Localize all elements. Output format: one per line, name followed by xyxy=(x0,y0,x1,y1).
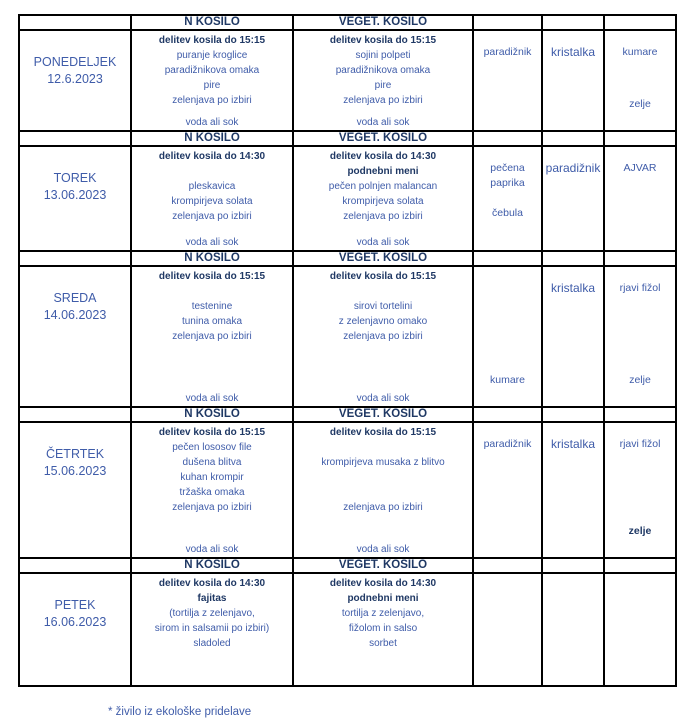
header-row-monday xyxy=(19,15,676,30)
menu-cell-veget-wednesday xyxy=(293,266,473,407)
menu-item: zelenjava po izbiri xyxy=(343,331,423,342)
menu-item: sirom in salsamii po izbiri) xyxy=(154,623,270,634)
empty-header-cell xyxy=(473,131,542,146)
day-cell-tuesday xyxy=(19,146,131,251)
menu-item: tortilja z zelenjavo, xyxy=(341,608,425,619)
weekly-menu-table xyxy=(18,14,677,687)
drink-item: voda ali sok xyxy=(185,544,239,555)
col-header-n-kosilo: N KOSILO xyxy=(131,15,293,30)
spacer xyxy=(294,108,472,115)
side-cell-b-wednesday xyxy=(542,266,604,407)
side-item: kristalka xyxy=(550,281,595,295)
empty-header-cell xyxy=(542,558,604,573)
menu-item: dušena blitva xyxy=(182,457,242,468)
drink-item: voda ali sok xyxy=(185,117,239,128)
drink-item: voda ali sok xyxy=(185,393,239,404)
side-item: paprika xyxy=(490,177,525,189)
empty-header-cell xyxy=(604,558,676,573)
empty-header-cell xyxy=(542,131,604,146)
menu-item: zelenjava po izbiri xyxy=(343,502,423,513)
menu-item: pire xyxy=(374,80,392,91)
day-date: 14.06.2023 xyxy=(43,308,107,322)
menu-item: pire xyxy=(203,80,221,91)
side-item: zelje xyxy=(629,374,651,386)
empty-header-cell xyxy=(604,131,676,146)
col-header-veget-kosilo: VEGET. KOSILO xyxy=(293,15,473,30)
menu-cell-veget-thursday xyxy=(293,422,473,558)
day-date: 16.06.2023 xyxy=(43,615,107,629)
body-row-tuesday xyxy=(19,146,676,251)
body-row-friday xyxy=(19,573,676,686)
side-item: rjavi fižol xyxy=(619,438,661,450)
side-cell-b-tuesday xyxy=(542,146,604,251)
day-label xyxy=(20,267,130,324)
side-item: paradižnik xyxy=(483,46,532,58)
day-cell-wednesday xyxy=(19,266,131,407)
header-row-thursday xyxy=(19,407,676,422)
menu-item: puranje kroglice xyxy=(176,50,248,61)
menu-item: tunina omaka xyxy=(181,316,243,327)
spacer xyxy=(476,281,539,373)
menu-item: zelenjava po izbiri xyxy=(172,95,252,106)
menu-item: zelenjava po izbiri xyxy=(172,331,252,342)
side-cell-b-monday xyxy=(542,30,604,131)
menu-cell-n-friday xyxy=(131,573,293,686)
side-item: čebula xyxy=(492,207,523,219)
body-row-thursday xyxy=(19,422,676,558)
spacer xyxy=(294,344,472,391)
side-cell-c-wednesday xyxy=(604,266,676,407)
menu-item: zelenjava po izbiri xyxy=(172,502,252,513)
eco-footnote: * živilo iz ekološke pridelave xyxy=(108,706,252,718)
spacer xyxy=(476,452,539,539)
serving-time: delitev kosila do 14:30 xyxy=(158,151,266,162)
empty-header-cell xyxy=(542,407,604,422)
menu-item: testenine xyxy=(191,301,233,312)
col-header-veget-kosilo: VEGET. KOSILO xyxy=(293,131,473,146)
menu-item xyxy=(294,440,472,455)
side-item: kumare xyxy=(489,374,525,386)
side-item: zelje xyxy=(628,525,652,537)
side-item: pečena xyxy=(490,162,525,174)
spacer xyxy=(545,452,601,539)
side-item: paradižnik xyxy=(483,438,532,450)
menu-item: pleskavica xyxy=(188,181,236,192)
side-item: zelje xyxy=(629,98,651,110)
drink-item: voda ali sok xyxy=(185,237,239,248)
spacer xyxy=(132,515,292,542)
menu-cell-n-wednesday xyxy=(131,266,293,407)
side-cell-c-friday xyxy=(604,573,676,686)
side-cell-c-thursday xyxy=(604,422,676,558)
menu-item: kuhan krompir xyxy=(180,472,244,483)
col-header-n-kosilo: N KOSILO xyxy=(131,407,293,422)
menu-cell-n-thursday xyxy=(131,422,293,558)
side-item: kumare xyxy=(622,46,658,58)
body-row-monday xyxy=(19,30,676,131)
day-name: PONEDELJEK xyxy=(33,55,117,69)
corner-cell xyxy=(19,15,131,30)
serving-time: delitev kosila do 15:15 xyxy=(329,427,437,438)
menu-cell-n-tuesday xyxy=(131,146,293,251)
menu-item: krompirjeva solata xyxy=(171,196,253,207)
header-row-wednesday xyxy=(19,251,676,266)
drink-item: voda ali sok xyxy=(356,544,410,555)
side-cell-c-tuesday xyxy=(604,146,676,251)
spacer xyxy=(545,296,601,388)
menu-item: z zelenjavno omako xyxy=(338,316,428,327)
menu-item: (tortilja z zelenjavo, xyxy=(169,608,255,619)
spacer xyxy=(607,60,673,97)
menu-item xyxy=(132,284,292,299)
col-header-veget-kosilo: VEGET. KOSILO xyxy=(293,407,473,422)
drink-item: voda ali sok xyxy=(356,117,410,128)
menu-item: paradižnikova omaka xyxy=(335,65,431,76)
col-header-n-kosilo: N KOSILO xyxy=(131,558,293,573)
menu-item: sorbet xyxy=(369,638,397,649)
serving-time: delitev kosila do 15:15 xyxy=(329,271,437,282)
spacer xyxy=(545,176,601,232)
menu-item: tržaška omaka xyxy=(179,487,245,498)
drink-item: voda ali sok xyxy=(356,237,410,248)
day-date: 12.6.2023 xyxy=(47,72,103,86)
menu-item xyxy=(294,284,472,299)
menu-cell-n-monday xyxy=(131,30,293,131)
day-label xyxy=(20,147,130,204)
empty-header-cell xyxy=(473,558,542,573)
empty-header-cell xyxy=(604,15,676,30)
serving-time: delitev kosila do 14:30 xyxy=(158,578,266,589)
corner-cell xyxy=(19,407,131,422)
empty-header-cell xyxy=(542,15,604,30)
spacer xyxy=(132,108,292,115)
day-label xyxy=(20,423,130,480)
menu-item: sladoled xyxy=(193,638,231,649)
side-cell-a-thursday xyxy=(473,422,542,558)
serving-time: delitev kosila do 14:30 xyxy=(329,151,437,162)
day-name: SREDA xyxy=(53,291,97,305)
menu-item: zelenjava po izbiri xyxy=(343,211,423,222)
day-date: 15.06.2023 xyxy=(43,464,107,478)
spacer xyxy=(607,296,673,373)
menu-subtitle: podnebni meni xyxy=(347,593,419,604)
drink-item: voda ali sok xyxy=(356,393,410,404)
col-header-n-kosilo: N KOSILO xyxy=(131,251,293,266)
side-cell-c-monday xyxy=(604,30,676,131)
menu-item: krompirjeva solata xyxy=(342,196,424,207)
body-row-wednesday xyxy=(19,266,676,407)
serving-time: delitev kosila do 15:15 xyxy=(329,35,437,46)
menu-subtitle: fajitas xyxy=(197,593,227,604)
side-item: kristalka xyxy=(550,437,595,451)
menu-item: zelenjava po izbiri xyxy=(343,95,423,106)
side-cell-a-friday xyxy=(473,573,542,686)
day-name: ČETRTEK xyxy=(45,447,105,461)
header-row-tuesday xyxy=(19,131,676,146)
serving-time: delitev kosila do 14:30 xyxy=(329,578,437,589)
day-cell-thursday xyxy=(19,422,131,558)
empty-header-cell xyxy=(604,251,676,266)
spacer xyxy=(132,344,292,391)
day-name: PETEK xyxy=(54,598,96,612)
day-date: 13.06.2023 xyxy=(43,188,107,202)
menu-cell-veget-tuesday xyxy=(293,146,473,251)
day-label xyxy=(20,574,130,631)
day-cell-friday xyxy=(19,573,131,686)
side-cell-b-thursday xyxy=(542,422,604,558)
side-item: rjavi fižol xyxy=(619,282,661,294)
menu-item xyxy=(294,485,472,500)
serving-time: delitev kosila do 15:15 xyxy=(158,427,266,438)
empty-header-cell xyxy=(604,407,676,422)
menu-item: sirovi tortelini xyxy=(353,301,413,312)
side-item xyxy=(476,191,539,206)
spacer xyxy=(476,60,539,112)
menu-subtitle: podnebni meni xyxy=(347,166,419,177)
empty-header-cell xyxy=(473,251,542,266)
corner-cell xyxy=(19,131,131,146)
menu-item: paradižnikova omaka xyxy=(164,65,260,76)
spacer xyxy=(476,221,539,232)
col-header-n-kosilo: N KOSILO xyxy=(131,131,293,146)
spacer xyxy=(607,452,673,524)
col-header-veget-kosilo: VEGET. KOSILO xyxy=(293,558,473,573)
spacer xyxy=(294,515,472,542)
menu-cell-veget-monday xyxy=(293,30,473,131)
side-cell-a-tuesday xyxy=(473,146,542,251)
menu-cell-veget-friday xyxy=(293,573,473,686)
spacer xyxy=(545,60,601,112)
corner-cell xyxy=(19,558,131,573)
day-cell-monday xyxy=(19,30,131,131)
menu-item: sojini polpeti xyxy=(355,50,411,61)
serving-time: delitev kosila do 15:15 xyxy=(158,271,266,282)
day-label xyxy=(20,31,130,88)
spacer xyxy=(294,224,472,235)
empty-header-cell xyxy=(473,15,542,30)
spacer xyxy=(607,176,673,232)
day-name: TOREK xyxy=(53,171,97,185)
menu-item: pečen lososov file xyxy=(172,442,252,453)
col-header-veget-kosilo: VEGET. KOSILO xyxy=(293,251,473,266)
side-cell-b-friday xyxy=(542,573,604,686)
menu-item: krompirjeva musaka z blitvo xyxy=(321,457,445,468)
menu-item xyxy=(294,470,472,485)
side-item: paradižnik xyxy=(545,161,601,175)
empty-header-cell xyxy=(473,407,542,422)
serving-time: delitev kosila do 15:15 xyxy=(158,35,266,46)
spacer xyxy=(132,224,292,235)
side-cell-a-wednesday xyxy=(473,266,542,407)
empty-header-cell xyxy=(542,251,604,266)
side-item: AJVAR xyxy=(623,162,657,174)
side-cell-a-monday xyxy=(473,30,542,131)
header-row-friday xyxy=(19,558,676,573)
menu-item xyxy=(132,164,292,179)
menu-item: zelenjava po izbiri xyxy=(172,211,252,222)
corner-cell xyxy=(19,251,131,266)
menu-item: pečen polnjen malancan xyxy=(328,181,438,192)
menu-item: fižolom in salso xyxy=(348,623,418,634)
side-item: kristalka xyxy=(550,45,595,59)
